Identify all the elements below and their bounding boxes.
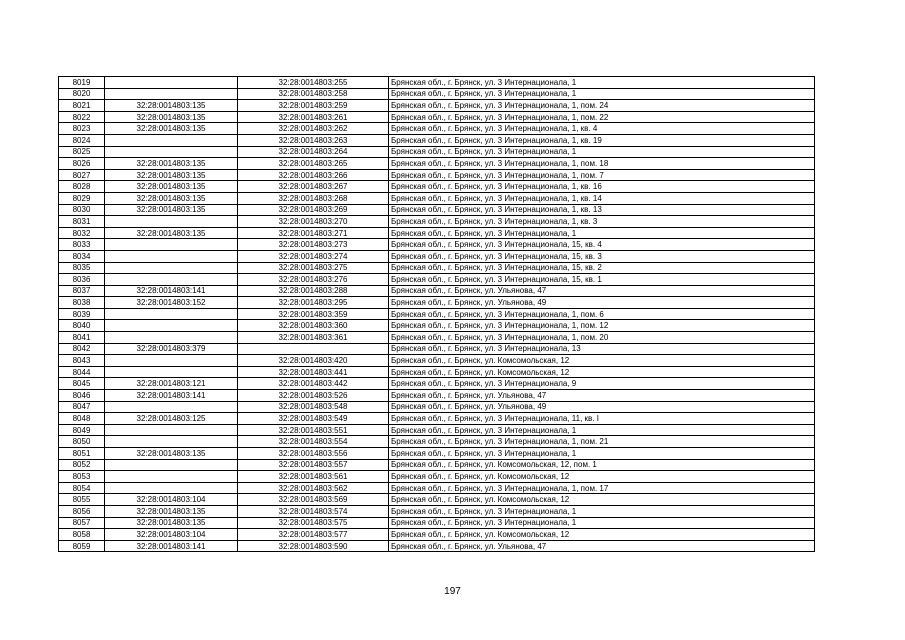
row-number-cell: 8056 (59, 505, 105, 517)
parent-cadastral-number-cell: 32:28:0014803:135 (105, 192, 238, 204)
row-number-cell: 8045 (59, 378, 105, 390)
address-cell: Брянская обл., г. Брянск, ул. 3 Интернационала, 1, пом. 17 (389, 482, 815, 494)
address-cell: Брянская обл., г. Брянск, ул. 3 Интернационала, 1, пом. 7 (389, 169, 815, 181)
cadastral-number-cell: 32:28:0014803:359 (238, 308, 389, 320)
table-row (59, 471, 815, 483)
table-row (59, 134, 815, 146)
address-cell: Брянская обл., г. Брянск, ул. 3 Интернационала, 1 (389, 88, 815, 100)
parent-cadastral-number-cell: 32:28:0014803:104 (105, 494, 238, 506)
address-cell: Брянская обл., г. Брянск, ул. 3 Интернационала, 1, пом. 12 (389, 320, 815, 332)
parent-cadastral-number-cell (105, 77, 238, 89)
table-row (59, 77, 815, 89)
address-cell: Брянская обл., г. Брянск, ул. 3 Интернационала, 1, пом. 21 (389, 436, 815, 448)
row-number-cell: 8021 (59, 100, 105, 112)
table-row (59, 181, 815, 193)
address-cell: Брянская обл., г. Брянск, ул. Комсомольская, 12 (389, 471, 815, 483)
cadastral-number-cell: 32:28:0014803:261 (238, 111, 389, 123)
parent-cadastral-number-cell: 32:28:0014803:135 (105, 448, 238, 460)
parent-cadastral-number-cell (105, 274, 238, 286)
parent-cadastral-number-cell (105, 436, 238, 448)
cadastral-number-cell: 32:28:0014803:267 (238, 181, 389, 193)
address-cell: Брянская обл., г. Брянск, ул. 3 Интернационала, 1, кв. 14 (389, 192, 815, 204)
table-row (59, 216, 815, 228)
row-number-cell: 8055 (59, 494, 105, 506)
parent-cadastral-number-cell (105, 459, 238, 471)
address-cell: Брянская обл., г. Брянск, ул. 3 Интернационала, 1 (389, 77, 815, 89)
cadastral-number-cell: 32:28:0014803:526 (238, 390, 389, 402)
parent-cadastral-number-cell (105, 134, 238, 146)
parent-cadastral-number-cell (105, 250, 238, 262)
address-cell: Брянская обл., г. Брянск, ул. Комсомольская, 12, пом. 1 (389, 459, 815, 471)
address-cell: Брянская обл., г. Брянск, ул. Ульянова, 49 (389, 297, 815, 309)
table-row (59, 146, 815, 158)
address-cell: Брянская обл., г. Брянск, ул. 3 Интернационала, 15, кв. 2 (389, 262, 815, 274)
row-number-cell: 8042 (59, 343, 105, 355)
parent-cadastral-number-cell (105, 262, 238, 274)
cadastral-number-cell: 32:28:0014803:549 (238, 413, 389, 425)
table-row (59, 355, 815, 367)
parent-cadastral-number-cell: 32:28:0014803:135 (105, 111, 238, 123)
parent-cadastral-number-cell: 32:28:0014803:135 (105, 204, 238, 216)
parent-cadastral-number-cell: 32:28:0014803:104 (105, 529, 238, 541)
parent-cadastral-number-cell (105, 216, 238, 228)
row-number-cell: 8039 (59, 308, 105, 320)
address-cell: Брянская обл., г. Брянск, ул. 3 Интернационала, 1, пом. 6 (389, 308, 815, 320)
table-row (59, 192, 815, 204)
row-number-cell: 8038 (59, 297, 105, 309)
cadastral-number-cell: 32:28:0014803:574 (238, 505, 389, 517)
table-row (59, 494, 815, 506)
cadastral-number-cell: 32:28:0014803:577 (238, 529, 389, 541)
parent-cadastral-number-cell: 32:28:0014803:135 (105, 227, 238, 239)
table-row (59, 505, 815, 517)
cadastral-number-cell: 32:28:0014803:275 (238, 262, 389, 274)
cadastral-number-cell: 32:28:0014803:554 (238, 436, 389, 448)
address-cell: Брянская обл., г. Брянск, ул. 3 Интернационала, 1 (389, 424, 815, 436)
table-row (59, 332, 815, 344)
table-row (59, 540, 815, 552)
cadastral-number-cell: 32:28:0014803:259 (238, 100, 389, 112)
cadastral-number-cell: 32:28:0014803:273 (238, 239, 389, 251)
parent-cadastral-number-cell (105, 88, 238, 100)
row-number-cell: 8053 (59, 471, 105, 483)
row-number-cell: 8040 (59, 320, 105, 332)
address-cell: Брянская обл., г. Брянск, ул. 3 Интернационала, 1 (389, 448, 815, 460)
cadastral-number-cell: 32:28:0014803:295 (238, 297, 389, 309)
cadastral-number-cell: 32:28:0014803:266 (238, 169, 389, 181)
cadastral-table (58, 76, 815, 552)
table-row (59, 169, 815, 181)
table-row (59, 517, 815, 529)
cadastral-number-cell: 32:28:0014803:268 (238, 192, 389, 204)
table-row (59, 482, 815, 494)
row-number-cell: 8035 (59, 262, 105, 274)
address-cell: Брянская обл., г. Брянск, ул. Комсомольская, 12 (389, 355, 815, 367)
cadastral-number-cell: 32:28:0014803:263 (238, 134, 389, 146)
parent-cadastral-number-cell (105, 355, 238, 367)
row-number-cell: 8022 (59, 111, 105, 123)
row-number-cell: 8033 (59, 239, 105, 251)
table-row (59, 123, 815, 135)
cadastral-number-cell: 32:28:0014803:270 (238, 216, 389, 228)
table-row (59, 529, 815, 541)
address-cell: Брянская обл., г. Брянск, ул. 3 Интернационала, 1, пом. 24 (389, 100, 815, 112)
address-cell: Брянская обл., г. Брянск, ул. Комсомольская, 12 (389, 494, 815, 506)
row-number-cell: 8052 (59, 459, 105, 471)
row-number-cell: 8019 (59, 77, 105, 89)
address-cell: Брянская обл., г. Брянск, ул. 3 Интернационала, 1 (389, 146, 815, 158)
table-row (59, 378, 815, 390)
row-number-cell: 8020 (59, 88, 105, 100)
cadastral-number-cell: 32:28:0014803:258 (238, 88, 389, 100)
parent-cadastral-number-cell: 32:28:0014803:135 (105, 169, 238, 181)
row-number-cell: 8034 (59, 250, 105, 262)
row-number-cell: 8054 (59, 482, 105, 494)
row-number-cell: 8025 (59, 146, 105, 158)
parent-cadastral-number-cell: 32:28:0014803:152 (105, 297, 238, 309)
address-cell: Брянская обл., г. Брянск, ул. 3 Интернационала, 1, кв. 13 (389, 204, 815, 216)
row-number-cell: 8051 (59, 448, 105, 460)
parent-cadastral-number-cell (105, 401, 238, 413)
table-row (59, 424, 815, 436)
page-number: 197 (444, 586, 461, 597)
table-row (59, 343, 815, 355)
parent-cadastral-number-cell (105, 320, 238, 332)
table-row (59, 88, 815, 100)
parent-cadastral-number-cell: 32:28:0014803:135 (105, 517, 238, 529)
row-number-cell: 8027 (59, 169, 105, 181)
address-cell: Брянская обл., г. Брянск, ул. 3 Интернационала, 1 (389, 227, 815, 239)
table-row (59, 250, 815, 262)
address-cell: Брянская обл., г. Брянск, ул. 3 Интернационала, 15, кв. 3 (389, 250, 815, 262)
table-row (59, 297, 815, 309)
address-cell: Брянская обл., г. Брянск, ул. Ульянова, 49 (389, 401, 815, 413)
parent-cadastral-number-cell: 32:28:0014803:379 (105, 343, 238, 355)
parent-cadastral-number-cell (105, 146, 238, 158)
address-cell: Брянская обл., г. Брянск, ул. 3 Интернационала, 15, кв. 4 (389, 239, 815, 251)
table-row (59, 436, 815, 448)
parent-cadastral-number-cell (105, 482, 238, 494)
parent-cadastral-number-cell: 32:28:0014803:141 (105, 285, 238, 297)
table-row (59, 308, 815, 320)
row-number-cell: 8059 (59, 540, 105, 552)
cadastral-number-cell: 32:28:0014803:265 (238, 158, 389, 170)
row-number-cell: 8024 (59, 134, 105, 146)
address-cell: Брянская обл., г. Брянск, ул. 3 Интернационала, 9 (389, 378, 815, 390)
cadastral-number-cell: 32:28:0014803:548 (238, 401, 389, 413)
parent-cadastral-number-cell (105, 424, 238, 436)
table-row (59, 366, 815, 378)
row-number-cell: 8036 (59, 274, 105, 286)
row-number-cell: 8058 (59, 529, 105, 541)
row-number-cell: 8043 (59, 355, 105, 367)
parent-cadastral-number-cell: 32:28:0014803:141 (105, 390, 238, 402)
cadastral-number-cell: 32:28:0014803:255 (238, 77, 389, 89)
cadastral-number-cell: 32:28:0014803:361 (238, 332, 389, 344)
parent-cadastral-number-cell: 32:28:0014803:121 (105, 378, 238, 390)
row-number-cell: 8046 (59, 390, 105, 402)
table-row (59, 262, 815, 274)
row-number-cell: 8028 (59, 181, 105, 193)
row-number-cell: 8032 (59, 227, 105, 239)
table-row (59, 320, 815, 332)
row-number-cell: 8023 (59, 123, 105, 135)
table-row (59, 401, 815, 413)
table-row (59, 390, 815, 402)
parent-cadastral-number-cell (105, 332, 238, 344)
parent-cadastral-number-cell: 32:28:0014803:135 (105, 123, 238, 135)
cadastral-number-cell (238, 343, 389, 355)
cadastral-number-cell: 32:28:0014803:569 (238, 494, 389, 506)
parent-cadastral-number-cell: 32:28:0014803:135 (105, 181, 238, 193)
table-row (59, 413, 815, 425)
cadastral-number-cell: 32:28:0014803:276 (238, 274, 389, 286)
address-cell: Брянская обл., г. Брянск, ул. 3 Интернационала, 15, кв. 1 (389, 274, 815, 286)
cadastral-number-cell: 32:28:0014803:561 (238, 471, 389, 483)
row-number-cell: 8037 (59, 285, 105, 297)
cadastral-number-cell: 32:28:0014803:262 (238, 123, 389, 135)
table-row (59, 274, 815, 286)
address-cell: Брянская обл., г. Брянск, ул. 3 Интернационала, 1, кв. 16 (389, 181, 815, 193)
address-cell: Брянская обл., г. Брянск, ул. 3 Интернационала, 1, кв. 4 (389, 123, 815, 135)
address-cell: Брянская обл., г. Брянск, ул. 3 Интернационала, 1, пом. 20 (389, 332, 815, 344)
address-cell: Брянская обл., г. Брянск, ул. 3 Интернационала, 1 (389, 505, 815, 517)
row-number-cell: 8047 (59, 401, 105, 413)
table-row (59, 111, 815, 123)
cadastral-number-cell: 32:28:0014803:274 (238, 250, 389, 262)
parent-cadastral-number-cell (105, 471, 238, 483)
row-number-cell: 8041 (59, 332, 105, 344)
address-cell: Брянская обл., г. Брянск, ул. 3 Интернационала, 1, пом. 18 (389, 158, 815, 170)
address-cell: Брянская обл., г. Брянск, ул. 3 Интернационала, 1, пом. 22 (389, 111, 815, 123)
cadastral-table-body (59, 77, 815, 552)
row-number-cell: 8030 (59, 204, 105, 216)
row-number-cell: 8026 (59, 158, 105, 170)
table-row (59, 459, 815, 471)
cadastral-number-cell: 32:28:0014803:420 (238, 355, 389, 367)
address-cell: Брянская обл., г. Брянск, ул. 3 Интернационала, 13 (389, 343, 815, 355)
table-row (59, 239, 815, 251)
row-number-cell: 8048 (59, 413, 105, 425)
parent-cadastral-number-cell: 32:28:0014803:125 (105, 413, 238, 425)
row-number-cell: 8031 (59, 216, 105, 228)
address-cell: Брянская обл., г. Брянск, ул. 3 Интернационала, 1, кв. 3 (389, 216, 815, 228)
table-row (59, 227, 815, 239)
table-row (59, 285, 815, 297)
cadastral-number-cell: 32:28:0014803:442 (238, 378, 389, 390)
row-number-cell: 8029 (59, 192, 105, 204)
cadastral-number-cell: 32:28:0014803:269 (238, 204, 389, 216)
address-cell: Брянская обл., г. Брянск, ул. Ульянова, 47 (389, 540, 815, 552)
address-cell: Брянская обл., г. Брянск, ул. Комсомольская, 12 (389, 366, 815, 378)
cadastral-number-cell: 32:28:0014803:441 (238, 366, 389, 378)
cadastral-number-cell: 32:28:0014803:288 (238, 285, 389, 297)
parent-cadastral-number-cell: 32:28:0014803:141 (105, 540, 238, 552)
parent-cadastral-number-cell: 32:28:0014803:135 (105, 505, 238, 517)
address-cell: Брянская обл., г. Брянск, ул. Комсомольская, 12 (389, 529, 815, 541)
parent-cadastral-number-cell (105, 308, 238, 320)
cadastral-number-cell: 32:28:0014803:557 (238, 459, 389, 471)
parent-cadastral-number-cell (105, 366, 238, 378)
row-number-cell: 8057 (59, 517, 105, 529)
cadastral-number-cell: 32:28:0014803:360 (238, 320, 389, 332)
cadastral-number-cell: 32:28:0014803:562 (238, 482, 389, 494)
cadastral-number-cell: 32:28:0014803:271 (238, 227, 389, 239)
address-cell: Брянская обл., г. Брянск, ул. Ульянова, 47 (389, 390, 815, 402)
parent-cadastral-number-cell (105, 239, 238, 251)
address-cell: Брянская обл., г. Брянск, ул. Ульянова, 47 (389, 285, 815, 297)
table-row (59, 100, 815, 112)
address-cell: Брянская обл., г. Брянск, ул. 3 Интернационала, 1 (389, 517, 815, 529)
address-cell: Брянская обл., г. Брянск, ул. 3 Интернационала, 1, кв. 19 (389, 134, 815, 146)
cadastral-number-cell: 32:28:0014803:590 (238, 540, 389, 552)
row-number-cell: 8044 (59, 366, 105, 378)
address-cell: Брянская обл., г. Брянск, ул. 3 Интернационала, 11, кв. I (389, 413, 815, 425)
table-row (59, 158, 815, 170)
row-number-cell: 8050 (59, 436, 105, 448)
table-row (59, 448, 815, 460)
cadastral-number-cell: 32:28:0014803:556 (238, 448, 389, 460)
table-row (59, 204, 815, 216)
parent-cadastral-number-cell: 32:28:0014803:135 (105, 158, 238, 170)
cadastral-number-cell: 32:28:0014803:551 (238, 424, 389, 436)
parent-cadastral-number-cell: 32:28:0014803:135 (105, 100, 238, 112)
row-number-cell: 8049 (59, 424, 105, 436)
cadastral-number-cell: 32:28:0014803:264 (238, 146, 389, 158)
cadastral-number-cell: 32:28:0014803:575 (238, 517, 389, 529)
